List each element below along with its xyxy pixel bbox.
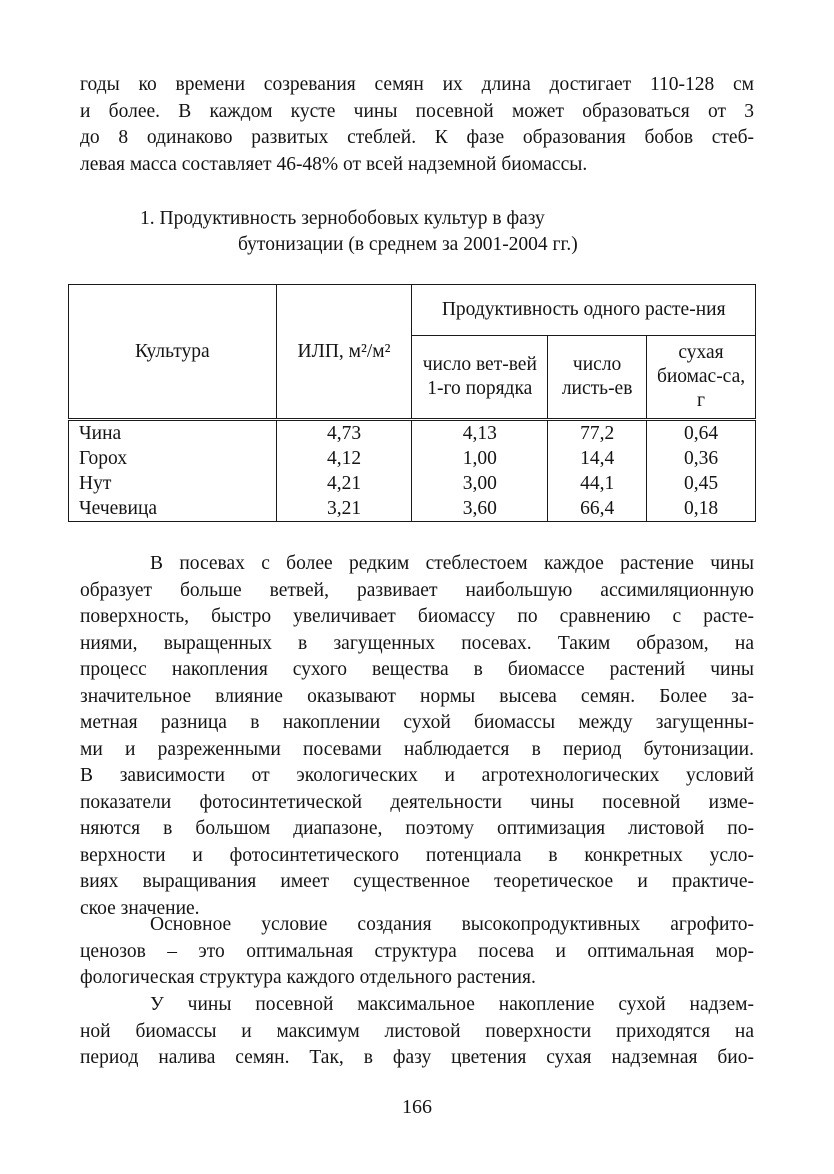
text-line: Основное условие создания высокопродуктивных агрофито-	[150, 914, 754, 935]
header-dry-biomass: сухая биомас-са, г	[647, 336, 756, 420]
cell-leaves: 77,2	[548, 420, 647, 447]
text-line: ценозов – это оптимальная структура посева и оптимальная мор-	[80, 940, 754, 962]
table-row	[69, 496, 756, 522]
cell-culture: Нут	[69, 471, 277, 496]
cell-culture: Чина	[69, 420, 277, 447]
cell-branches: 3,00	[412, 471, 548, 496]
cell-biomass: 0,36	[647, 446, 756, 471]
header-leaves: число листь-ев	[548, 336, 647, 420]
cell-culture: Горох	[69, 446, 277, 471]
cell-ilp: 4,21	[276, 471, 412, 496]
text-line: период налива семян. Так, в фазу цветения сухая надземная био-	[80, 1047, 754, 1068]
text-line: верхности и фотосинтетического потенциала в конкретных усло-	[80, 844, 754, 866]
cell-culture: Чечевица	[69, 496, 277, 522]
text-line: У чины посевной максимальное накопление сухой надзем-	[150, 994, 754, 1015]
paragraph-intro	[80, 72, 754, 178]
header-plant-productivity: Продуктивность одного расте-ния	[412, 285, 756, 336]
cell-branches: 4,13	[412, 420, 548, 447]
cell-biomass: 0,18	[647, 496, 756, 522]
paragraph-max-accumulation	[80, 992, 754, 1072]
text-line: показатели фотосинтетической деятельности чины посевной изме-	[80, 791, 754, 813]
table-caption-line-2: бутонизации (в среднем за 2001-2004 гг.)	[238, 234, 578, 255]
paragraph-sowing-density	[80, 551, 754, 922]
cell-branches: 3,60	[412, 496, 548, 522]
cell-branches: 1,00	[412, 446, 548, 471]
text-line: левая масса составляет 46-48% от всей надземной биомассы.	[80, 153, 588, 175]
cell-biomass: 0,64	[647, 420, 756, 447]
productivity-table	[68, 284, 756, 522]
header-culture: Культура	[69, 285, 277, 420]
text-line: ское значение.	[80, 897, 200, 919]
paragraph-main-condition	[80, 912, 754, 992]
table-row	[69, 420, 756, 447]
table-caption-line-1: 1. Продуктивность зернобобовых культур в фазу	[140, 208, 545, 229]
text-line: ми и разреженными посевами наблюдается в период бутонизации.	[80, 738, 754, 760]
text-line: значительное влияние оказывают нормы высева семян. Более за-	[80, 685, 754, 707]
text-line: образует больше ветвей, развивает наибольшую ассимиляционную	[80, 579, 754, 601]
cell-leaves: 66,4	[548, 496, 647, 522]
text-line: фологическая структура каждого отдельного растения.	[80, 967, 536, 988]
text-line: няются в большом диапазоне, поэтому оптимизация листовой по-	[80, 818, 754, 839]
text-line: В посевах с более редким стеблестоем каждое растение чины	[150, 553, 754, 574]
cell-ilp: 4,73	[276, 420, 412, 447]
cell-biomass: 0,45	[647, 471, 756, 496]
text-line: ниями, выращенных в загущенных посевах. Таким образом, на	[80, 632, 754, 654]
cell-ilp: 4,12	[276, 446, 412, 471]
header-branches: число вет-вей 1-го порядка	[412, 336, 548, 420]
page-number: 166	[402, 1096, 432, 1118]
header-ilp: ИЛП, м²/м²	[276, 285, 412, 420]
text-line: и более. В каждом кусте чины посевной может образоваться от 3	[80, 100, 754, 122]
text-line: ной биомассы и максимум листовой поверхности приходятся на	[80, 1020, 754, 1042]
text-line: поверхность, быстро увеличивает биомассу по сравнению с расте-	[80, 606, 754, 627]
cell-leaves: 44,1	[548, 471, 647, 496]
cell-ilp: 3,21	[276, 496, 412, 522]
table-row	[69, 446, 756, 471]
text-line: годы ко времени созревания семян их длина достигает 110-128 см	[80, 74, 754, 95]
text-line: виях выращивания имеет существенное теоретическое и практиче-	[80, 871, 754, 892]
cell-leaves: 14,4	[548, 446, 647, 471]
text-line: метная разница в накоплении сухой биомассы между загущенны-	[80, 712, 754, 733]
text-line: процесс накопления сухого вещества в биомассе растений чины	[80, 659, 754, 680]
text-line: до 8 одинаково развитых стеблей. К фазе образования бобов стеб-	[80, 127, 754, 148]
table-row	[69, 471, 756, 496]
text-line: В зависимости от экологических и агротехнологических условий	[80, 765, 754, 786]
